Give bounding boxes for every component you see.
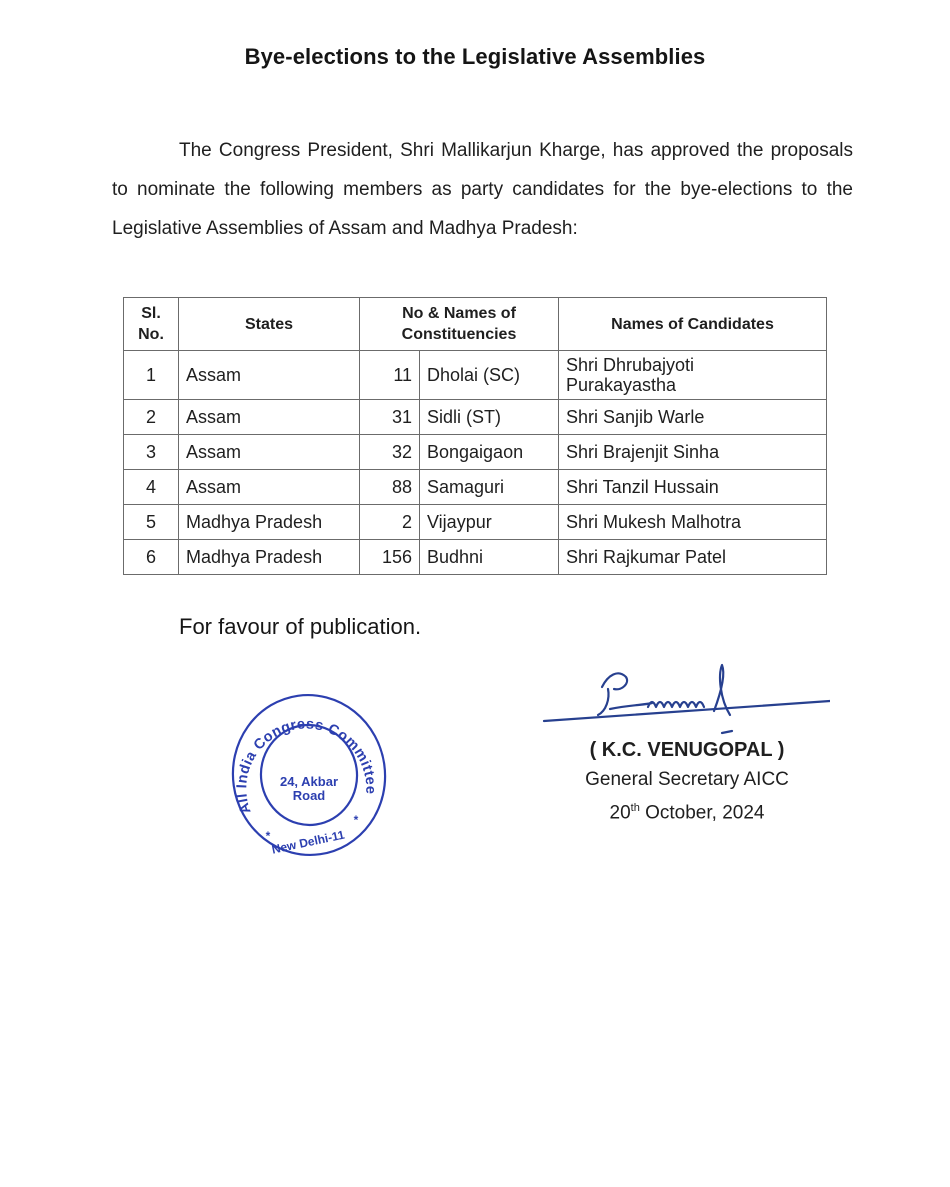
signature-date — [552, 794, 822, 827]
candidate-line2: Purakayastha — [566, 375, 677, 395]
header-candidates: Names of Candidates — [559, 298, 827, 351]
cell-candidate: Shri Sanjib Warle — [559, 400, 827, 435]
intro-text: The Congress President, Shri Mallikarjun Kharge, has approved the proposals to nominate the following members as party candidates for the bye-elections to the Legislative Assemblies of Assam and Madhya Pradesh: — [112, 140, 853, 239]
cell-sl: 4 — [124, 470, 179, 505]
header-sl-no — [124, 298, 179, 351]
header-states: States — [179, 298, 360, 351]
seal-stamp-icon — [228, 690, 390, 860]
signatory-designation: General Secretary AICC — [585, 769, 789, 790]
header-constituencies-line2: Constituencies — [401, 326, 517, 343]
cell-candidate: Shri Mukesh Malhotra — [559, 505, 827, 540]
candidate-line1: Shri Dhrubajyoti — [566, 355, 695, 375]
cell-constituency-name: Budhni — [420, 540, 559, 575]
cell-candidate: Shri Brajenjit Sinha — [559, 435, 827, 470]
seal-star-left: * — [265, 829, 271, 843]
cell-constituency-no: 31 — [360, 400, 420, 435]
cell-state: Assam — [179, 470, 360, 505]
header-constituencies-line1: No & Names of — [402, 305, 516, 322]
seal-inner-line1: 24, Akbar — [279, 774, 339, 789]
header-constituencies — [360, 298, 559, 351]
date-rest: October, 2024 — [639, 802, 765, 824]
cell-sl: 2 — [124, 400, 179, 435]
table-row — [124, 435, 827, 470]
date-day: 20 — [609, 802, 631, 824]
signatory-name: ( K.C. VENUGOPAL ) — [589, 739, 785, 761]
publication-note: For favour of publication. — [179, 614, 422, 639]
table-row — [124, 400, 827, 435]
header-sl-line2: No. — [138, 326, 164, 343]
cell-constituency-no: 32 — [360, 435, 420, 470]
cell-constituency-name: Vijaypur — [420, 505, 559, 540]
cell-constituency-name: Samaguri — [420, 470, 559, 505]
cell-sl: 6 — [124, 540, 179, 575]
table-row — [124, 470, 827, 505]
cell-sl: 3 — [124, 435, 179, 470]
signatory-block — [552, 736, 822, 827]
cell-constituency-no: 2 — [360, 505, 420, 540]
date-suffix: th — [630, 802, 640, 814]
cell-constituency-no: 11 — [360, 351, 420, 400]
table-row — [124, 351, 827, 400]
cell-sl: 5 — [124, 505, 179, 540]
signature-icon — [540, 655, 830, 735]
cell-constituency-name: Bongaigaon — [420, 435, 559, 470]
seal-bottom-text: New Delhi-11 — [270, 827, 346, 857]
cell-state: Assam — [179, 400, 360, 435]
cell-state: Assam — [179, 351, 360, 400]
intro-paragraph — [112, 131, 853, 248]
table-row — [124, 505, 827, 540]
header-sl-line1: Sl. — [141, 305, 161, 322]
seal-inner-line2: Road — [292, 788, 326, 803]
cell-constituency-name: Dholai (SC) — [420, 351, 559, 400]
seal-outer-text: All India Congress Committee — [234, 716, 379, 816]
cell-candidate: Shri Tanzil Hussain — [559, 470, 827, 505]
cell-constituency-name: Sidli (ST) — [420, 400, 559, 435]
cell-state: Madhya Pradesh — [179, 540, 360, 575]
cell-constituency-no: 156 — [360, 540, 420, 575]
table-header-row — [124, 298, 827, 351]
cell-state: Assam — [179, 435, 360, 470]
cell-candidate: Shri Rajkumar Patel — [559, 540, 827, 575]
table-row — [124, 540, 827, 575]
cell-candidate — [559, 351, 827, 400]
cell-sl: 1 — [124, 351, 179, 400]
candidates-table — [123, 297, 827, 575]
cell-state: Madhya Pradesh — [179, 505, 360, 540]
document-title: Bye-elections to the Legislative Assemblies — [244, 44, 706, 69]
cell-constituency-no: 88 — [360, 470, 420, 505]
seal-star-right: * — [353, 813, 359, 827]
